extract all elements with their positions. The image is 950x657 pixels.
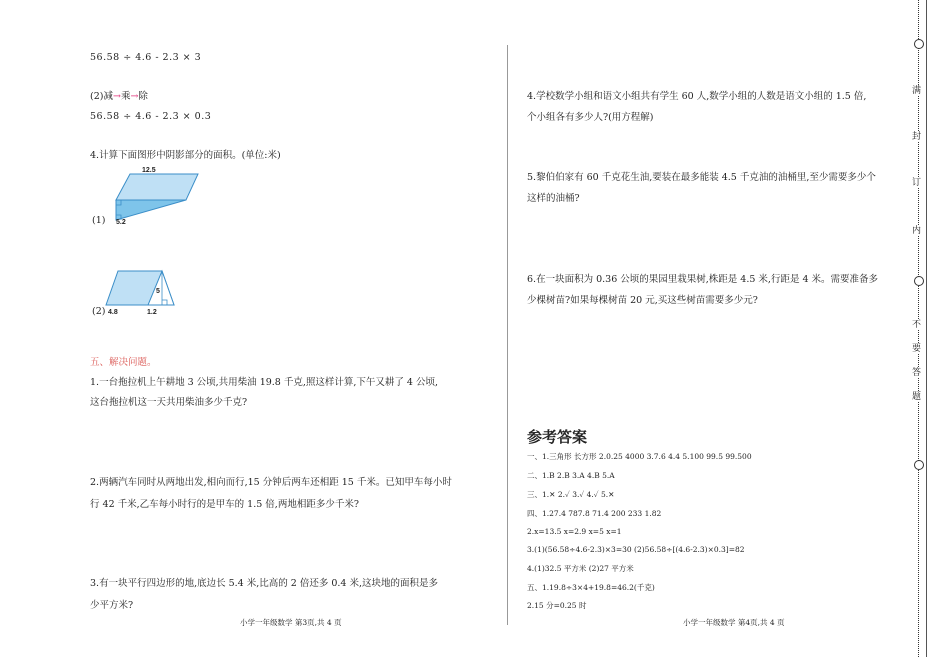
problem-6-line-1: 6.在一块面积为 0.36 公顷的果园里栽果树,株距是 4.5 米,行距是 4 米。需要准备多 bbox=[527, 274, 879, 285]
step-divide: 除 bbox=[138, 91, 148, 102]
figure-2-left-label: 4.8 bbox=[108, 309, 118, 316]
answer-line-6: 3.(1)(56.58÷4.6-2.3)×3=30 (2)56.58÷[(4.6-2.3)×0.3]=82 bbox=[527, 545, 745, 554]
figure-2-number: (2) bbox=[92, 306, 106, 317]
problem-3-line-1: 3.有一块平行四边形的地,底边长 5.4 米,比高的 2 倍还多 0.4 米,这块地的面积是多 bbox=[90, 578, 439, 589]
binding-hole-icon bbox=[914, 276, 924, 286]
arrow-icon: → bbox=[112, 91, 121, 102]
answer-line-4: 四、1.27.4 787.8 71.4 200 233 1.82 bbox=[527, 509, 662, 518]
section-5-heading: 五、解决问题。 bbox=[90, 357, 157, 368]
answer-line-8: 五、1.19.8÷3×4+19.8=46.2(千克) bbox=[527, 583, 655, 592]
figure-1-top-label: 12.5 bbox=[142, 167, 156, 174]
question-4: 4.计算下面图形中阴影部分的面积。(单位:米) bbox=[90, 150, 281, 161]
problem-2-line-1: 2.两辆汽车同时从两地出发,相向而行,15 分钟后两车还相距 15 千米。已知甲车每小时 bbox=[90, 477, 452, 488]
column-divider bbox=[507, 45, 508, 625]
seal-char-7: 答 bbox=[912, 368, 922, 378]
problem-2-line-2: 行 42 千米,乙车每小时行的是甲车的 1.5 倍,两地相距多少千米? bbox=[90, 499, 359, 510]
seal-char-8: 题 bbox=[912, 392, 922, 402]
figure-1-bottom-label: 5.2 bbox=[116, 219, 126, 226]
answer-line-1: 一、1.三角形 长方形 2.0.25 4000 3.7.6 4.4 5.100 99.5 99.500 bbox=[527, 452, 752, 461]
answer-line-5: 2.x=13.5 x=2.9 x=5 x=1 bbox=[527, 527, 622, 536]
seal-char-2: 封 bbox=[912, 132, 922, 142]
seal-char-6: 要 bbox=[912, 344, 922, 354]
binding-border-line bbox=[926, 0, 927, 657]
answer-line-7: 4.(1)32.5 平方米 (2)27 平方米 bbox=[527, 564, 634, 573]
expression-line-2: 56.58 ÷ 4.6 - 2.3 × 0.3 bbox=[90, 111, 212, 122]
problem-1-line-2: 这台拖拉机这一天共用柴油多少千克? bbox=[90, 397, 248, 408]
problem-4-line-1: 4.学校数学小组和语文小组共有学生 60 人,数学小组的人数是语文小组的 1.5 倍, bbox=[527, 91, 867, 102]
answer-key-title: 参考答案 bbox=[527, 428, 588, 446]
binding-hole-icon bbox=[914, 460, 924, 470]
figure-1-parallelogram bbox=[100, 165, 200, 230]
left-page-footer: 小学一年级数学 第3页,共 4 页 bbox=[240, 618, 342, 627]
answer-line-3: 三、1.✕ 2.✓ 3.✓ 4.✓ 5.✕ bbox=[527, 490, 615, 499]
expression-line-1: 56.58 ÷ 4.6 - 2.3 × 3 bbox=[90, 52, 202, 63]
problem-4-line-2: 个小组各有多少人?(用方程解) bbox=[527, 112, 654, 123]
seal-char-1: 满 bbox=[912, 86, 922, 96]
right-page-footer: 小学一年级数学 第4页,共 4 页 bbox=[683, 618, 785, 627]
step-multiply: 乘 bbox=[120, 91, 131, 102]
figure-2-right-label: 1.2 bbox=[147, 309, 157, 316]
problem-5-line-2: 这样的油桶? bbox=[527, 193, 580, 204]
binding-hole-icon bbox=[914, 39, 924, 49]
seal-char-4: 内 bbox=[912, 226, 922, 236]
answer-line-9: 2.15 分=0.25 时 bbox=[527, 601, 587, 610]
figure-1-number: (1) bbox=[92, 215, 106, 226]
problem-6-line-2: 少棵树苗?如果每棵树苗 20 元,买这些树苗需要多少元? bbox=[527, 295, 758, 306]
figure-2-height-label: 5 bbox=[156, 288, 160, 295]
problem-3-line-2: 少平方米? bbox=[90, 600, 134, 611]
answer-line-2: 二、1.B 2.B 3.A 4.B 5.A bbox=[527, 471, 615, 480]
seal-char-5: 不 bbox=[912, 320, 922, 330]
figure-2-trapezoid bbox=[100, 265, 190, 310]
seal-char-3: 订 bbox=[912, 178, 922, 188]
order-steps bbox=[90, 91, 148, 103]
problem-1-line-1: 1.一台拖拉机上午耕地 3 公顷,共用柴油 19.8 千克,照这样计算,下午又耕了 4 公顷, bbox=[90, 377, 439, 388]
arrow-icon: → bbox=[130, 91, 139, 102]
step-subtract: (2)减 bbox=[90, 91, 113, 102]
problem-5-line-1: 5.黎伯伯家有 60 千克花生油,要装在最多能装 4.5 千克油的油桶里,至少需要多少个 bbox=[527, 172, 876, 183]
